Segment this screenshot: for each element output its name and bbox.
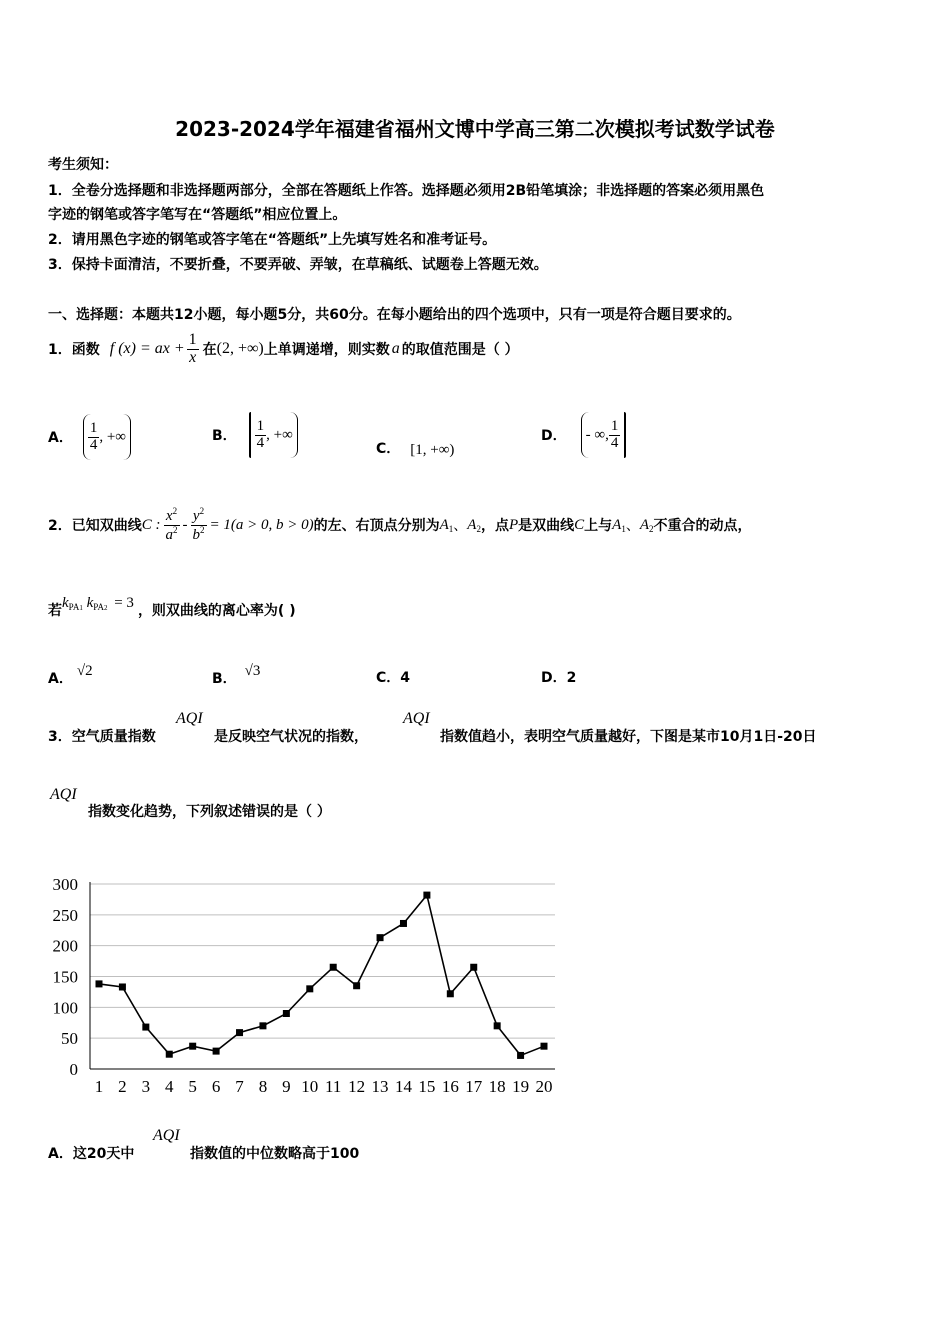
q2-a1-letter: A [439,516,449,533]
q2-option-d-label: D． [541,670,567,686]
q3-text-2: 指数值趋小，表明空气质量越好，下图是某市10月1日-20日 [440,729,817,745]
q2-x-exp: 2 [172,505,178,516]
q1-mid: 在 [202,342,217,358]
q2-sep-1: 、 [453,518,468,534]
q1-option-b-den: 4 [256,434,265,451]
q2-b: b [192,526,200,543]
x-tick-label: 7 [235,1077,244,1096]
q2-y: y [192,507,200,524]
q1-end: 的取值范围是（ ） [401,342,519,358]
q1-fraction [187,332,199,367]
data-point [400,920,407,927]
x-tick-label: 4 [165,1077,174,1096]
q2-option-a-value: √2 [76,662,93,679]
q2-k1-subsub: 1 [79,603,83,612]
q2-sep-2: 、 [625,518,640,534]
data-point [119,983,126,990]
q1-option-a-rest: , +∞ [99,428,126,445]
data-point [470,964,477,971]
q1-option-d-label: D． [541,428,567,444]
q2-option-c-label: C． [376,670,401,686]
data-point [142,1024,149,1031]
q2-number: 2．已知双曲线 [48,518,142,534]
q1-fraction-num: 1 [188,330,197,348]
aqi-series-line [99,895,544,1055]
data-point [213,1048,220,1055]
q1-option-c[interactable] [376,436,454,459]
q2-a2-letter: A [467,516,477,533]
q1-option-b-num: 1 [256,417,265,434]
q1-option-d-left: - ∞, [585,426,609,443]
q2-option-b-value: √3 [244,662,261,679]
q2-option-c-value: 4 [400,670,411,686]
y-tick-label: 100 [52,998,78,1018]
q2-text-3: 是双曲线 [518,518,575,534]
q1-option-a[interactable] [48,412,131,462]
data-point [189,1043,196,1050]
x-tick-label: 13 [371,1077,389,1096]
q1-interval: (2, +∞) [216,340,264,357]
q2-a2b-sub: 2 [648,523,654,534]
q2-text-4: 上与 [584,518,613,534]
x-tick-label: 1 [94,1077,104,1096]
data-point [423,892,430,899]
q2-k2-subsub: 2 [103,603,108,612]
y-tick-label: 200 [52,936,78,956]
q2-option-a-label: A． [48,671,73,687]
q2-x: x [165,507,173,524]
q1-option-a-num: 1 [89,419,98,436]
x-tick-label: 18 [488,1077,506,1096]
q2-k2: k [86,594,94,611]
data-point [494,1022,501,1029]
data-point [166,1051,173,1058]
q2-a2-b [640,517,654,534]
q3-option-a-aqi: AQI [153,1127,180,1144]
q2-a1-sub: 1 [448,523,454,534]
x-tick-label: 11 [325,1077,342,1096]
notice-item-1-line-2: 字迹的钢笔或答字笔写在“答题纸”相应位置上。 [48,207,347,223]
q2-a2 [467,517,481,534]
q2-a2b-letter: A [639,516,649,533]
data-point [259,1022,266,1029]
y-tick-label: 0 [69,1060,78,1079]
q2-text-5: 不重合的动点， [653,518,752,534]
x-tick-label: 2 [118,1077,127,1096]
aqi-line-chart [40,868,570,1100]
q1-option-b-label: B． [212,428,237,444]
notice-item-3: 3．保持卡面清洁，不要折叠，不要弄破、弄皱，在草稿纸、试题卷上答题无效。 [48,257,548,273]
q2-a1b-letter: A [612,516,622,533]
q1-option-a-expr [83,414,131,460]
q2-a2-sub: 2 [476,523,481,534]
x-tick-label: 8 [258,1077,268,1096]
q2-curve-name: C : [141,516,161,533]
x-tick-label: 3 [141,1077,151,1096]
q3-aqi-3: AQI [50,786,77,803]
x-tick-label: 19 [512,1077,530,1096]
q2-k1-sub: PA [68,601,80,612]
q2-a-exp: 2 [173,524,178,535]
q2-option-d[interactable] [541,667,576,687]
data-point [447,990,454,997]
q2-k2-sub: PA [93,601,104,612]
q1-function-lhs: f (x) = ax + [109,340,185,357]
q1-option-b[interactable] [212,410,298,460]
q2-b-exp: 2 [200,524,205,535]
q2-y-exp: 2 [199,505,205,516]
data-point [306,985,313,992]
x-tick-label: 10 [301,1077,319,1096]
q3-aqi-1: AQI [176,710,203,727]
x-tick-label: 9 [282,1077,291,1096]
q2-frac-y [191,507,207,544]
data-point [330,964,337,971]
page-title: 2023-2024学年福建省福州文博中学高三第二次模拟考试数学试卷 [175,117,775,141]
q2-option-b-label: B． [212,671,237,687]
q2-slope-product [62,595,134,612]
q1-number: 1．函数 [48,342,100,358]
q2-a: a [165,526,173,543]
y-tick-label: 300 [52,875,78,894]
q2-option-b[interactable] [212,654,260,688]
x-tick-label: 6 [211,1077,221,1096]
x-tick-label: 16 [441,1077,459,1096]
q1-option-c-label: C． [376,440,401,457]
q1-option-c-expr: [1, +∞) [410,442,455,458]
q2-line2-post: ，则双曲线的离心率为( ) [137,603,296,619]
data-point [283,1010,290,1017]
data-point [96,980,103,987]
x-tick-label: 5 [188,1077,197,1096]
y-tick-label: 50 [61,1029,78,1049]
q1-option-a-den: 4 [89,436,98,453]
q1-var-a: a [391,340,400,357]
q2-option-d-value: 2 [566,670,577,686]
notice-item-1-line-1: 1．全卷分选择题和非选择题两部分，全部在答题纸上作答。选择题必须用2B铅笔填涂；非选择题的答案必须用黑色 [48,183,765,199]
q2-line-2 [48,592,296,628]
question-1 [48,326,519,372]
q2-option-c[interactable] [376,667,410,687]
q1-fraction-den: x [189,348,197,366]
q1-option-b-expr [249,412,298,458]
q1-option-d[interactable] [541,410,626,460]
q3-aqi-2: AQI [403,710,430,727]
q1-option-d-expr [581,412,627,458]
y-tick-label: 150 [52,967,78,987]
x-tick-label: 12 [348,1077,366,1096]
q3-text-1: 是反映空气状况的指数， [214,729,368,745]
q1-option-a-label: A． [48,430,73,446]
x-tick-label: 17 [465,1077,483,1096]
q2-frac-x [164,507,180,544]
q3-option-a-tail: 指数值的中位数略高于100 [190,1146,360,1162]
q2-a1-b [612,517,626,534]
q3-number: 3．空气质量指数 [48,729,156,745]
q2-text-2: ，点 [480,518,509,534]
q2-option-a[interactable] [48,654,93,688]
y-tick-label: 250 [52,905,78,925]
x-tick-label: 14 [394,1077,412,1096]
q1-option-d-den: 4 [610,434,619,451]
q3-text-3: 指数变化趋势，下列叙述错误的是（ ） [88,804,331,820]
q2-a1b-sub: 1 [621,523,626,534]
q3-option-a-label[interactable]: A．这20天中 [48,1146,135,1162]
section-heading: 一、选择题：本题共12小题，每小题5分，共60分。在每小题给出的四个选项中，只有一项是符合题目要求的。 [48,307,741,323]
question-2 [48,498,751,552]
data-point [236,1029,243,1036]
q1-option-d-num: 1 [610,417,619,434]
q2-minus: - [182,516,188,533]
q2-text-1: 的左、右顶点分别为 [313,518,440,534]
notice-item-2: 2．请用黑色字迹的钢笔或答字笔在“答题纸”上先填写姓名和准考证号。 [48,232,497,248]
data-point [517,1052,524,1059]
x-tick-label: 20 [535,1077,553,1096]
q2-line2-pre: 若 [48,603,62,619]
q2-slope-value: = 3 [114,594,134,611]
q2-point-p: P [508,516,519,533]
q1-tail: 上单调递增，则实数 [263,342,390,358]
q2-curve-c: C [574,516,585,533]
q2-k1: k [62,594,69,611]
notice-heading: 考生须知： [48,157,118,173]
q2-equation-rhs: = 1(a > 0, b > 0) [209,516,314,533]
data-point [377,934,384,941]
data-point [353,982,360,989]
x-tick-label: 15 [418,1077,436,1096]
data-point [541,1043,548,1050]
q2-a1 [440,517,454,534]
q1-option-b-rest: , +∞ [266,426,293,443]
